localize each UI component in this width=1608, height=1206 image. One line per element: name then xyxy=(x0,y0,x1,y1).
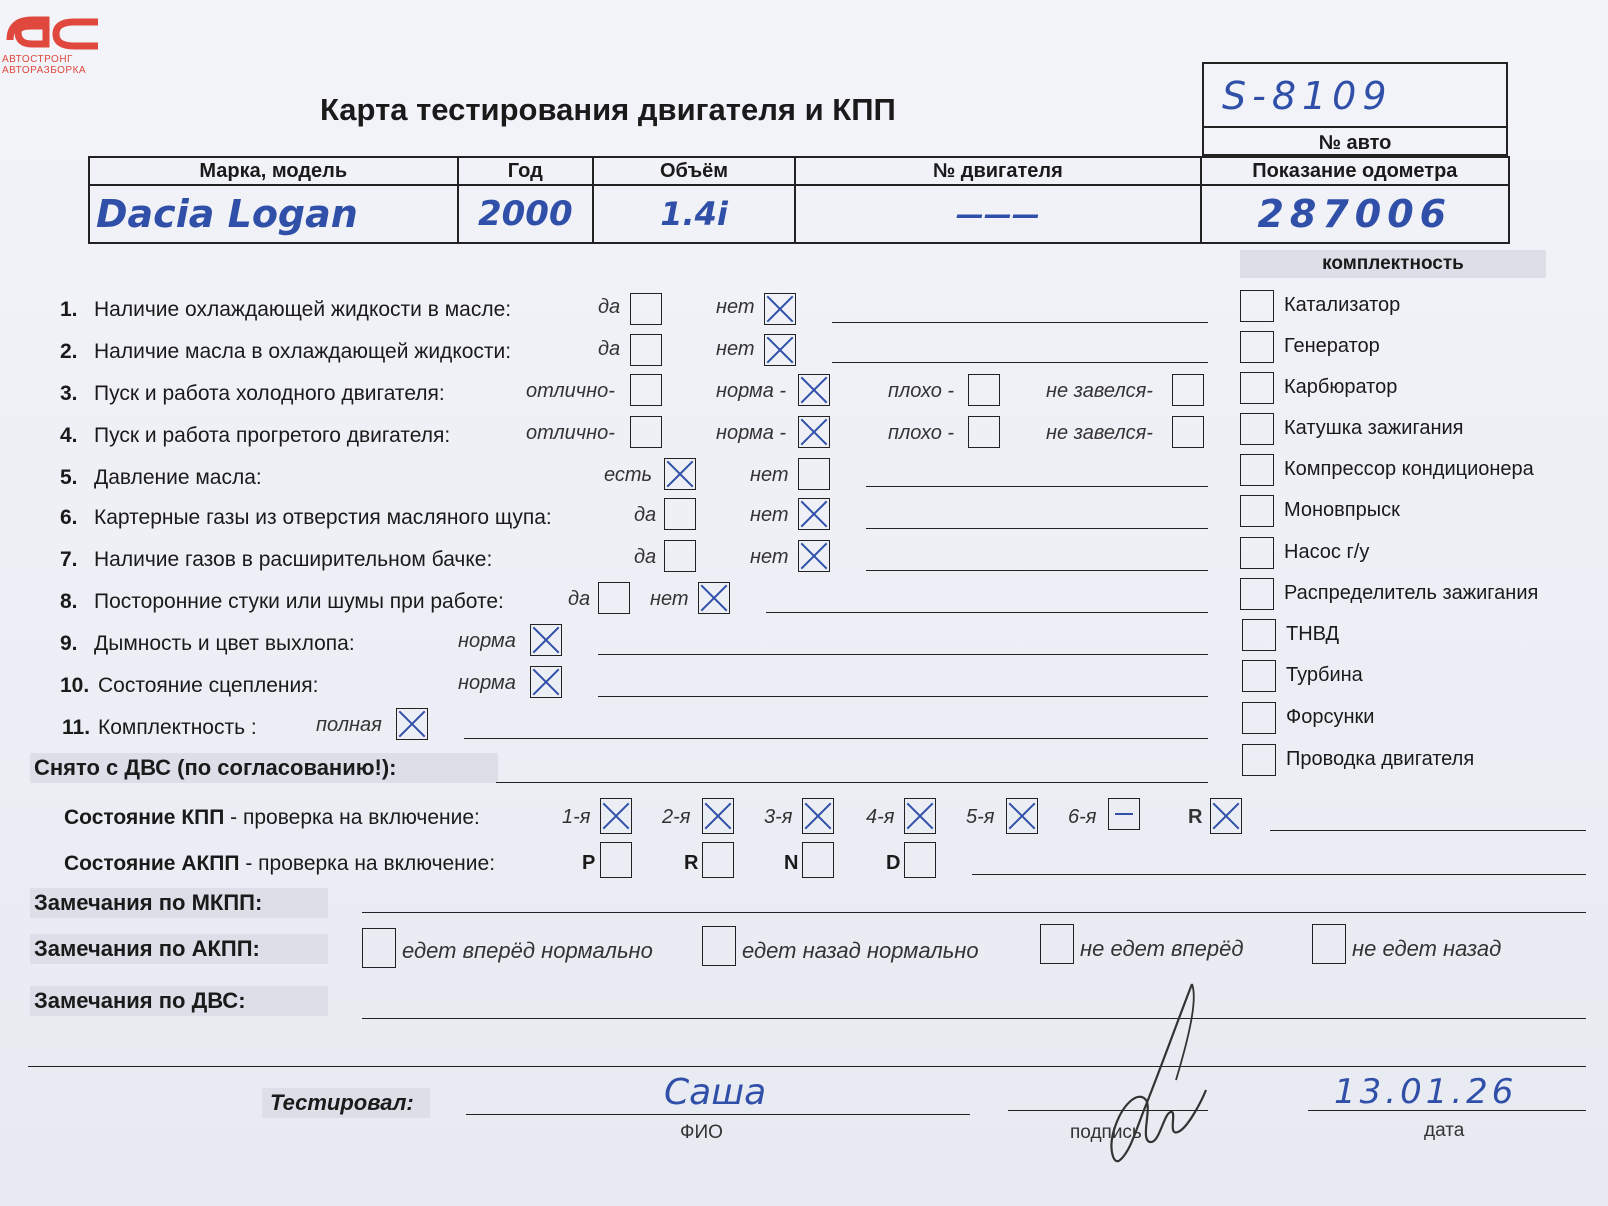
kpp-label-bold: Состояние КПП xyxy=(64,806,225,829)
checkbox-checked[interactable] xyxy=(798,498,830,530)
akpp-option-checkbox[interactable] xyxy=(362,928,396,968)
option-label: есть xyxy=(604,464,653,486)
value-engine-number: ——— xyxy=(795,185,1201,243)
akpp-label-bold: Состояние АКПП xyxy=(64,852,240,875)
option-label: норма xyxy=(458,672,516,694)
completeness-checkbox[interactable] xyxy=(1240,372,1274,404)
question-text: Наличие масла в охлаждающей жидкости: xyxy=(94,340,512,363)
checkbox-checked[interactable] xyxy=(764,293,796,325)
akpp-label xyxy=(64,852,495,876)
col-header-model: Марка, модель xyxy=(89,157,458,185)
value-year: 2000 xyxy=(458,185,593,243)
date-caption: дата xyxy=(1424,1120,1465,1141)
akpp-option-label: не едет вперёд xyxy=(1080,936,1244,961)
completeness-checkbox[interactable] xyxy=(1240,290,1274,322)
akpp-option-label: не едет назад xyxy=(1352,936,1502,961)
page-title: Карта тестирования двигателя и КПП xyxy=(320,92,896,127)
handwritten-signature xyxy=(1080,980,1220,1170)
name-line xyxy=(466,1114,970,1115)
completeness-item: Катализатор xyxy=(1284,294,1401,316)
answer-line xyxy=(496,782,1208,783)
kpp-label xyxy=(64,806,480,830)
question-number: 10. xyxy=(60,674,90,697)
tested-by-label: Тестировал: xyxy=(262,1088,430,1118)
gear-checkbox[interactable] xyxy=(802,798,834,834)
option-label: да xyxy=(598,338,621,360)
question-number: 6. xyxy=(60,506,78,529)
akpp-mode-checkbox[interactable] xyxy=(802,842,834,878)
option-label: плохо - xyxy=(888,422,955,444)
checkbox[interactable] xyxy=(630,293,662,325)
checkbox-checked[interactable] xyxy=(530,666,562,698)
completeness-item: Генератор xyxy=(1284,335,1380,357)
answer-line xyxy=(972,874,1586,875)
kpp-label-rest: - проверка на включение: xyxy=(224,806,480,829)
value-odometer: 287006 xyxy=(1201,185,1509,243)
completeness-checkbox[interactable] xyxy=(1240,454,1274,486)
checkbox-checked[interactable] xyxy=(798,416,830,448)
question-text: Картерные газы из отверстия масляного щупа: xyxy=(94,506,552,529)
name-caption: ФИО xyxy=(680,1122,723,1143)
option-label: да xyxy=(568,588,591,610)
question-text: Пуск и работа прогретого двигателя: xyxy=(94,424,451,447)
signature-caption: подпись xyxy=(1070,1122,1142,1143)
answer-line xyxy=(832,362,1208,363)
completeness-checkbox[interactable] xyxy=(1240,331,1274,363)
checkbox[interactable] xyxy=(664,540,696,572)
completeness-item: Форсунки xyxy=(1286,706,1375,728)
gear-checkbox[interactable] xyxy=(1210,798,1242,834)
value-model: Dacia Logan xyxy=(89,185,458,243)
question-number: 11. xyxy=(62,716,91,739)
akpp-option-checkbox[interactable] xyxy=(1040,924,1074,964)
answer-line xyxy=(866,570,1208,571)
option-label: нет xyxy=(750,546,789,568)
option-label: да xyxy=(634,504,657,526)
col-header-year: Год xyxy=(458,157,593,185)
remarks-mkpp-label: Замечания по МКПП: xyxy=(30,888,328,918)
akpp-option-label: едет вперёд нормально xyxy=(402,938,653,963)
checkbox[interactable] xyxy=(968,416,1000,448)
checkbox[interactable] xyxy=(664,498,696,530)
option-label: отлично- xyxy=(526,380,615,402)
checkbox[interactable] xyxy=(968,374,1000,406)
col-header-engine-number: № двигателя xyxy=(795,157,1201,185)
akpp-mode-label: D xyxy=(886,852,901,874)
date-line xyxy=(1308,1110,1586,1111)
gear-checkbox[interactable] xyxy=(904,798,936,834)
option-label: не завелся- xyxy=(1046,422,1153,444)
logo-text: АВТОСТРОНГ АВТОРАЗБОРКА xyxy=(2,54,87,76)
akpp-option-checkbox[interactable] xyxy=(702,926,736,966)
akpp-option-label: едет назад нормально xyxy=(742,938,979,963)
completeness-checkbox[interactable] xyxy=(1242,619,1276,651)
option-label: плохо - xyxy=(888,380,955,402)
akpp-mode-label: N xyxy=(784,852,799,874)
completeness-checkbox[interactable] xyxy=(1240,537,1274,569)
answer-line xyxy=(598,696,1208,697)
gear-label: 4-я xyxy=(866,806,895,828)
completeness-item: Компрессор кондиционера xyxy=(1284,458,1534,480)
checkbox-checked[interactable] xyxy=(798,540,830,572)
option-label: нет xyxy=(716,296,755,318)
akpp-mode-label: R xyxy=(684,852,699,874)
option-label: норма xyxy=(458,630,516,652)
completeness-item: Моновпрыск xyxy=(1284,499,1400,521)
date-value: 13.01.26 xyxy=(1334,1072,1518,1112)
completeness-checkbox[interactable] xyxy=(1240,578,1274,610)
tester-name-value: Саша xyxy=(664,1072,767,1113)
checkbox-checked[interactable] xyxy=(798,374,830,406)
checkbox[interactable] xyxy=(630,416,662,448)
checkbox-checked[interactable] xyxy=(698,582,730,614)
akpp-mode-label: P xyxy=(582,852,596,874)
option-label: отлично- xyxy=(526,422,615,444)
option-label: нет xyxy=(750,504,789,526)
checkbox[interactable] xyxy=(630,374,662,406)
option-label: нет xyxy=(716,338,755,360)
option-label: не завелся- xyxy=(1046,380,1153,402)
checkbox-checked[interactable] xyxy=(764,334,796,366)
question-number: 2. xyxy=(60,340,78,363)
auto-number-value: S-8109 xyxy=(1222,74,1393,118)
col-header-odometer: Показание одометра xyxy=(1201,157,1509,185)
answer-line xyxy=(362,912,1586,913)
auto-number-box xyxy=(1202,62,1508,156)
vehicle-info-table xyxy=(88,156,1510,244)
question-text: Давление масла: xyxy=(94,466,262,489)
answer-line xyxy=(598,654,1208,655)
question-text: Посторонние стуки или шумы при работе: xyxy=(94,590,504,613)
akpp-label-rest: - проверка на включение: xyxy=(239,852,496,875)
checkbox-checked[interactable] xyxy=(664,458,696,490)
question-number: 4. xyxy=(60,424,78,447)
akpp-mode-checkbox[interactable] xyxy=(702,842,734,878)
checkbox[interactable] xyxy=(798,458,830,490)
akpp-mode-checkbox[interactable] xyxy=(600,842,632,878)
answer-line xyxy=(28,1066,1586,1067)
col-header-volume: Объём xyxy=(593,157,795,185)
completeness-item: ТНВД xyxy=(1286,623,1340,645)
question-number: 7. xyxy=(60,548,78,571)
completeness-title: комплектность xyxy=(1240,250,1546,278)
completeness-checkbox[interactable] xyxy=(1240,413,1274,445)
completeness-item: Насос г/у xyxy=(1284,541,1370,563)
option-label: полная xyxy=(316,714,382,736)
question-text: Дымность и цвет выхлопа: xyxy=(94,632,355,655)
option-label: норма - xyxy=(716,380,787,402)
answer-line xyxy=(766,612,1208,613)
option-label: да xyxy=(598,296,621,318)
answer-line xyxy=(464,738,1208,739)
option-label: норма - xyxy=(716,422,787,444)
gear-label: 6-я xyxy=(1068,806,1097,828)
company-logo xyxy=(2,0,102,50)
option-label: нет xyxy=(650,588,689,610)
akpp-option-checkbox[interactable] xyxy=(1312,924,1346,964)
gear-checkbox[interactable] xyxy=(600,798,632,834)
question-text: Наличие газов в расширительном бачке: xyxy=(94,548,493,571)
answer-line xyxy=(1270,830,1586,831)
answer-line xyxy=(866,528,1208,529)
question-number: 9. xyxy=(60,632,78,655)
value-volume: 1.4i xyxy=(593,185,795,243)
completeness-item: Турбина xyxy=(1286,664,1363,686)
completeness-item: Проводка двигателя xyxy=(1286,748,1475,770)
completeness-item: Карбюратор xyxy=(1284,376,1398,398)
gear-checkbox[interactable] xyxy=(1108,798,1140,830)
question-number: 5. xyxy=(60,466,78,489)
completeness-checkbox[interactable] xyxy=(1240,495,1274,527)
answer-line xyxy=(832,322,1208,323)
gear-label: R xyxy=(1188,806,1203,828)
akpp-mode-checkbox[interactable] xyxy=(904,842,936,878)
question-text: Наличие охлаждающей жидкости в масле: xyxy=(94,298,512,321)
gear-label: 2-я xyxy=(662,806,691,828)
checkbox[interactable] xyxy=(1172,416,1204,448)
checkbox-checked[interactable] xyxy=(396,708,428,740)
answer-line xyxy=(362,1018,1586,1019)
question-number: 1. xyxy=(60,298,78,321)
question-text: Состояние сцепления: xyxy=(98,674,319,697)
question-text: Пуск и работа холодного двигателя: xyxy=(94,382,445,405)
question-text: Комплектность : xyxy=(98,716,257,739)
checkbox[interactable] xyxy=(598,582,630,614)
gear-label: 5-я xyxy=(966,806,995,828)
option-label: нет xyxy=(750,464,789,486)
remarks-akpp-label: Замечания по АКПП: xyxy=(30,934,328,964)
option-label: да xyxy=(634,546,657,568)
checkbox[interactable] xyxy=(630,334,662,366)
gear-checkbox[interactable] xyxy=(1006,798,1038,834)
auto-number-label: № авто xyxy=(1204,126,1506,158)
completeness-item: Катушка зажигания xyxy=(1284,417,1464,439)
question-number: 8. xyxy=(60,590,78,613)
checkbox-checked[interactable] xyxy=(530,624,562,656)
remarks-dvs-label: Замечания по ДВС: xyxy=(30,986,328,1016)
removed-section-label: Снято с ДВС (по согласованию!): xyxy=(30,753,498,783)
checkbox[interactable] xyxy=(1172,374,1204,406)
answer-line xyxy=(866,486,1208,487)
question-number: 3. xyxy=(60,382,78,405)
gear-label: 3-я xyxy=(764,806,793,828)
completeness-checkbox[interactable] xyxy=(1242,702,1276,734)
completeness-item: Распределитель зажигания xyxy=(1284,582,1539,604)
gear-checkbox[interactable] xyxy=(702,798,734,834)
completeness-checkbox[interactable] xyxy=(1242,660,1276,692)
completeness-checkbox[interactable] xyxy=(1242,744,1276,776)
gear-label: 1-я xyxy=(562,806,591,828)
